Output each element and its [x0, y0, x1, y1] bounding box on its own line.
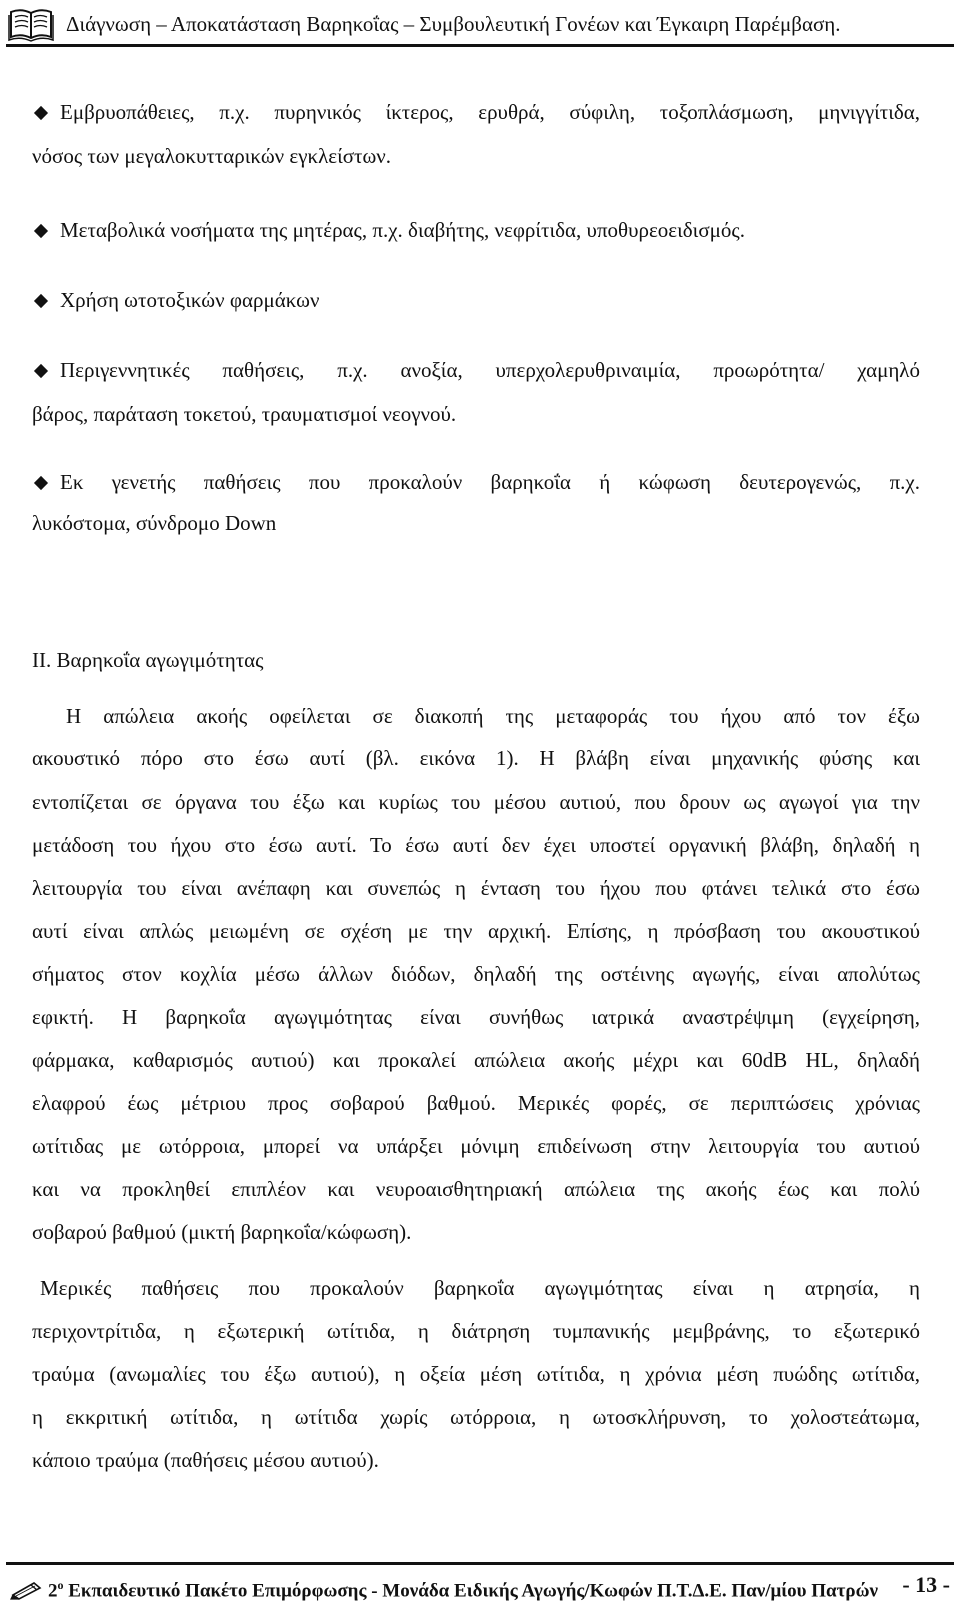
paragraph-line: περιχοντρίτιδα, η εξωτερική ωτίτιδα, η διάτρηση τυμπανικής μεμβράνης, το εξωτερικό [32, 1319, 920, 1343]
header-title: Διάγνωση – Αποκατάσταση Βαρηκοΐας – Συμβουλευτική Γονέων και Έγκαιρη Παρέμβαση. [66, 12, 841, 36]
paragraph-line: εφικτή. Η βαρηκοΐα αγωγιμότητας είναι συνήθως ιατρικά αναστρέψιμη (εγχείρηση, [32, 1005, 920, 1029]
paragraph-line: σήματος στον κοχλία μέσω άλλων διόδων, δηλαδή της οστέινης αγωγής, είναι απολύτως [32, 962, 920, 986]
paragraph-line: η εκκριτική ωτίτιδα, η ωτίτιδα χωρίς ωτόρροια, η ωτοσκλήρυνση, το χολοστεάτωμα, [32, 1405, 920, 1429]
paragraph-line: ελαφρού έως μέτριου προς σοβαρού βαθμού. Μερικές φορές, σε περιπτώσεις χρόνιας [32, 1091, 920, 1115]
page-header [0, 0, 960, 52]
list-item-continuation: βάρος, παράταση τοκετού, τραυματισμοί νεογνού. [32, 402, 457, 426]
diamond-bullet-icon [34, 106, 48, 120]
footer-text: $2^o$ Εκπαιδευτικό Πακέτο Επιμόρφωσης - Μονάδα Ειδικής Αγωγής/Κωφών Π.Τ.Δ.Ε. Παν/μίου Πατρών [48, 1578, 878, 1602]
list-item: Περιγεννητικές παθήσεις, π.χ. ανοξία, υπερχολερυθριναιμία, προωρότητα/ χαμηλό [32, 358, 920, 383]
diamond-bullet-icon [34, 294, 48, 308]
paragraph-line: τραύμα (ανωμαλίες του έξω αυτιού), η οξεία μέση ωτίτιδα, η χρόνια μέση πυώδης ωτίτιδα, [32, 1362, 920, 1386]
open-book-icon [8, 4, 54, 42]
paragraph-line: σοβαρού βαθμού (μικτή βαρηκοΐα/κώφωση). [32, 1220, 412, 1244]
page-footer [0, 1560, 960, 1619]
list-item: Μεταβολικά νοσήματα της μητέρας, π.χ. διαβήτης, νεφρίτιδα, υποθυρεοειδισμός. [32, 218, 920, 243]
paragraph-line: κάποιο τραύμα (παθήσεις μέσου αυτιού). [32, 1448, 379, 1472]
section-heading: ΙΙ. Βαρηκοΐα αγωγιμότητας [32, 648, 264, 672]
list-item: Χρήση ωτοτοξικών φαρμάκων [32, 288, 920, 313]
list-item: Εκ γενετής παθήσεις που προκαλούν βαρηκοΐα ή κώφωση δευτερογενώς, π.χ. [32, 470, 920, 495]
paragraph-line: φάρμακα, καθαρισμός αυτιού) και προκαλεί απώλεια ακοής μέχρι και 60dB HL, δηλαδή [32, 1048, 920, 1072]
list-item-continuation: λυκόστομα, σύνδρομο Down [32, 511, 277, 535]
paragraph-line: αυτί είναι απλώς μειωμένη σε σχέση με την αρχική. Επίσης, η πρόσβαση του ακουστικού [32, 919, 920, 943]
diamond-bullet-icon [34, 364, 48, 378]
paragraph-line: και να προκληθεί επιπλέον και νευροαισθητηριακή απώλεια της ακοής έως και πολύ [32, 1177, 920, 1201]
diamond-bullet-icon [34, 476, 48, 490]
paragraph-line: Η απώλεια ακοής οφείλεται σε διακοπή της μεταφοράς του ήχου από τον έξω [66, 704, 920, 728]
pencil-icon [10, 1578, 44, 1600]
paragraph-line: Μερικές παθήσεις που προκαλούν βαρηκοΐα αγωγιμότητας είναι η ατρησία, η [40, 1276, 920, 1300]
footer-rule [6, 1562, 954, 1565]
paragraph-line: λειτουργία του είναι ανέπαφη και συνεπώς η ένταση του ήχου που φτάνει τελικά στο έσω [32, 876, 920, 900]
page-number: - 13 - [902, 1572, 950, 1597]
list-item-continuation: νόσος των μεγαλοκυτταρικών εγκλείστων. [32, 144, 392, 168]
diamond-bullet-icon [34, 224, 48, 238]
paragraph-line: μετάδοση του ήχου στο έσω αυτί. Το έσω αυτί δεν έχει υποστεί οργανική βλάβη, δηλαδή η [32, 833, 920, 857]
paragraph-line: ωτίτιδας με ωτόρροια, μπορεί να υπάρξει μόνιμη επιδείνωση στην λειτουργία του αυτιού [32, 1134, 920, 1158]
header-rule [6, 44, 954, 47]
paragraph-line: ακουστικό πόρο στο έσω αυτί (βλ. εικόνα 1). Η βλάβη είναι μηχανικής φύσης και [32, 746, 920, 770]
paragraph-line: εντοπίζεται σε όργανα του έξω και κυρίως του μέσου αυτιού, που δρουν ως αγωγοί για την [32, 790, 920, 814]
list-item: Εμβρυοπάθειες, π.χ. πυρηνικός ίκτερος, ερυθρά, σύφιλη, τοξοπλάσμωση, μηνιγγίτιδα, [32, 100, 920, 125]
